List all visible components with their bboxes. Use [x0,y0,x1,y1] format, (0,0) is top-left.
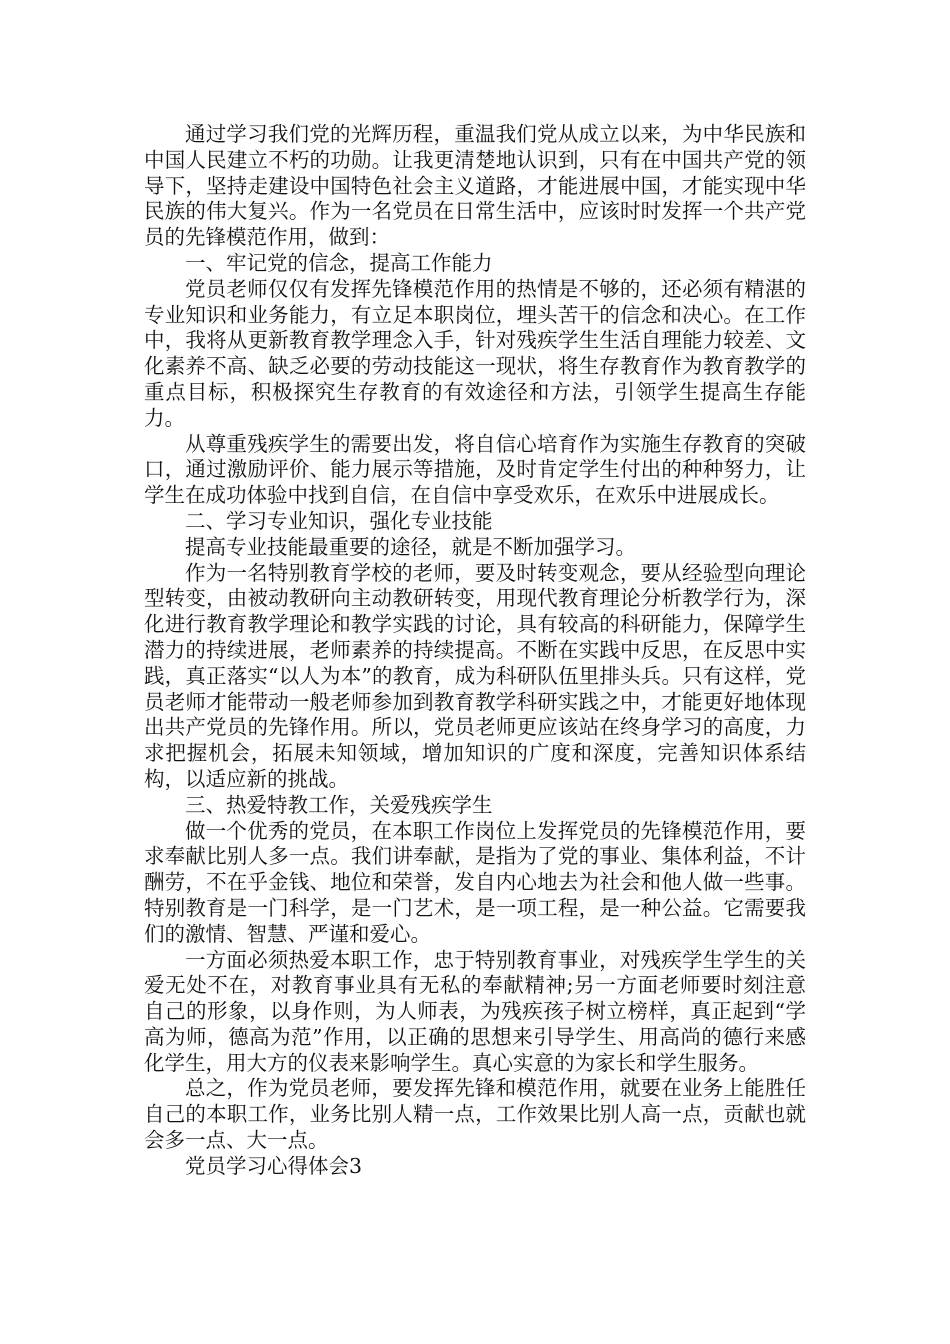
paragraph-section2-b: 作为一名特别教育学校的老师，要及时转变观念，要从经验型向理论型转变，由被动教研向主动教研转变，用现代教育理论分析教学行为，深化进行教育教学理论和教学实践的讨论，具有较高的科研能力，保障学生潜力的持续进展，老师素养的持续提高。不断在实践中反思，在反思中实践，真正落实“以人为本”的教育，成为科研队伍里排头兵。只有这样，党员老师才能带动一般老师参加到教育教学科研实践之中，才能更好地体现出共产党员的先锋作用。所以，党员老师更应该站在终身学习的高度，力求把握机会，拓展未知领域，增加知识的广度和深度，完善知识体系结构，以适应新的挑战。 [144,560,806,791]
section-heading-3: 三、热爱特教工作，关爱残疾学生 [185,792,493,817]
section-heading-1: 一、牢记党的信念，提高工作能力 [185,250,493,275]
document-body [144,122,806,1180]
paragraph-intro: 通过学习我们党的光辉历程，重温我们党从成立以来，为中华民族和中国人民建立不朽的功勋。让我更清楚地认识到，只有在中国共产党的领导下，坚持走建设中国特色社会主义道路，才能进展中国，才能实现中华民族的伟大复兴。作为一名党员在日常生活中，应该时时发挥一个共产党员的先锋模范作用，做到： [144,122,806,250]
paragraph-conclusion: 总之，作为党员老师，要发挥先锋和模范作用，就要在业务上能胜任自己的本职工作，业务比别人精一点，工作效果比别人高一点，贡献也就会多一点、大一点。 [144,1076,806,1153]
next-article-title: 党员学习心得体会3 [185,1153,363,1178]
paragraph-section3-a: 做一个优秀的党员，在本职工作岗位上发挥党员的先锋模范作用，要求奉献比别人多一点。我们讲奉献，是指为了党的事业、集体利益，不计酬劳，不在乎金钱、地位和荣誉，发自内心地去为社会和他人做一些事。特别教育是一门科学，是一门艺术，是一项工程，是一种公益。它需要我们的激情、智慧、严谨和爱心。 [144,818,806,946]
paragraph-section3-b: 一方面必须热爱本职工作，忠于特别教育事业，对残疾学生学生的关爱无处不在，对教育事业具有无私的奉献精神;另一方面老师要时刻注意自己的形象，以身作则，为人师表，为残疾孩子树立榜样，真正起到“学高为师，德高为范”作用，以正确的思想来引导学生、用高尚的德行来感化学生，用大方的仪表来影响学生。真心实意的为家长和学生服务。 [144,947,806,1075]
section-heading-2: 二、学习专业知识，强化专业技能 [185,508,493,533]
paragraph-section1-b: 从尊重残疾学生的需要出发，将自信心培育作为实施生存教育的突破口，通过激励评价、能力展示等措施，及时肯定学生付出的种种努力，让学生在成功体验中找到自信，在自信中享受欢乐，在欢乐中进展成长。 [144,431,806,508]
paragraph-section1-a: 党员老师仅仅有发挥先锋模范作用的热情是不够的，还必须有精湛的专业知识和业务能力，有立足本职岗位，埋头苦干的信念和决心。在工作中，我将从更新教育教学理念入手，针对残疾学生生活自理能力较差、文化素养不高、缺乏必要的劳动技能这一现状，将生存教育作为教育教学的重点目标，积极探究生存教育的有效途径和方法，引领学生提高生存能力。 [144,276,806,430]
paragraph-section2-a: 提高专业技能最重要的途径，就是不断加强学习。 [185,534,636,559]
